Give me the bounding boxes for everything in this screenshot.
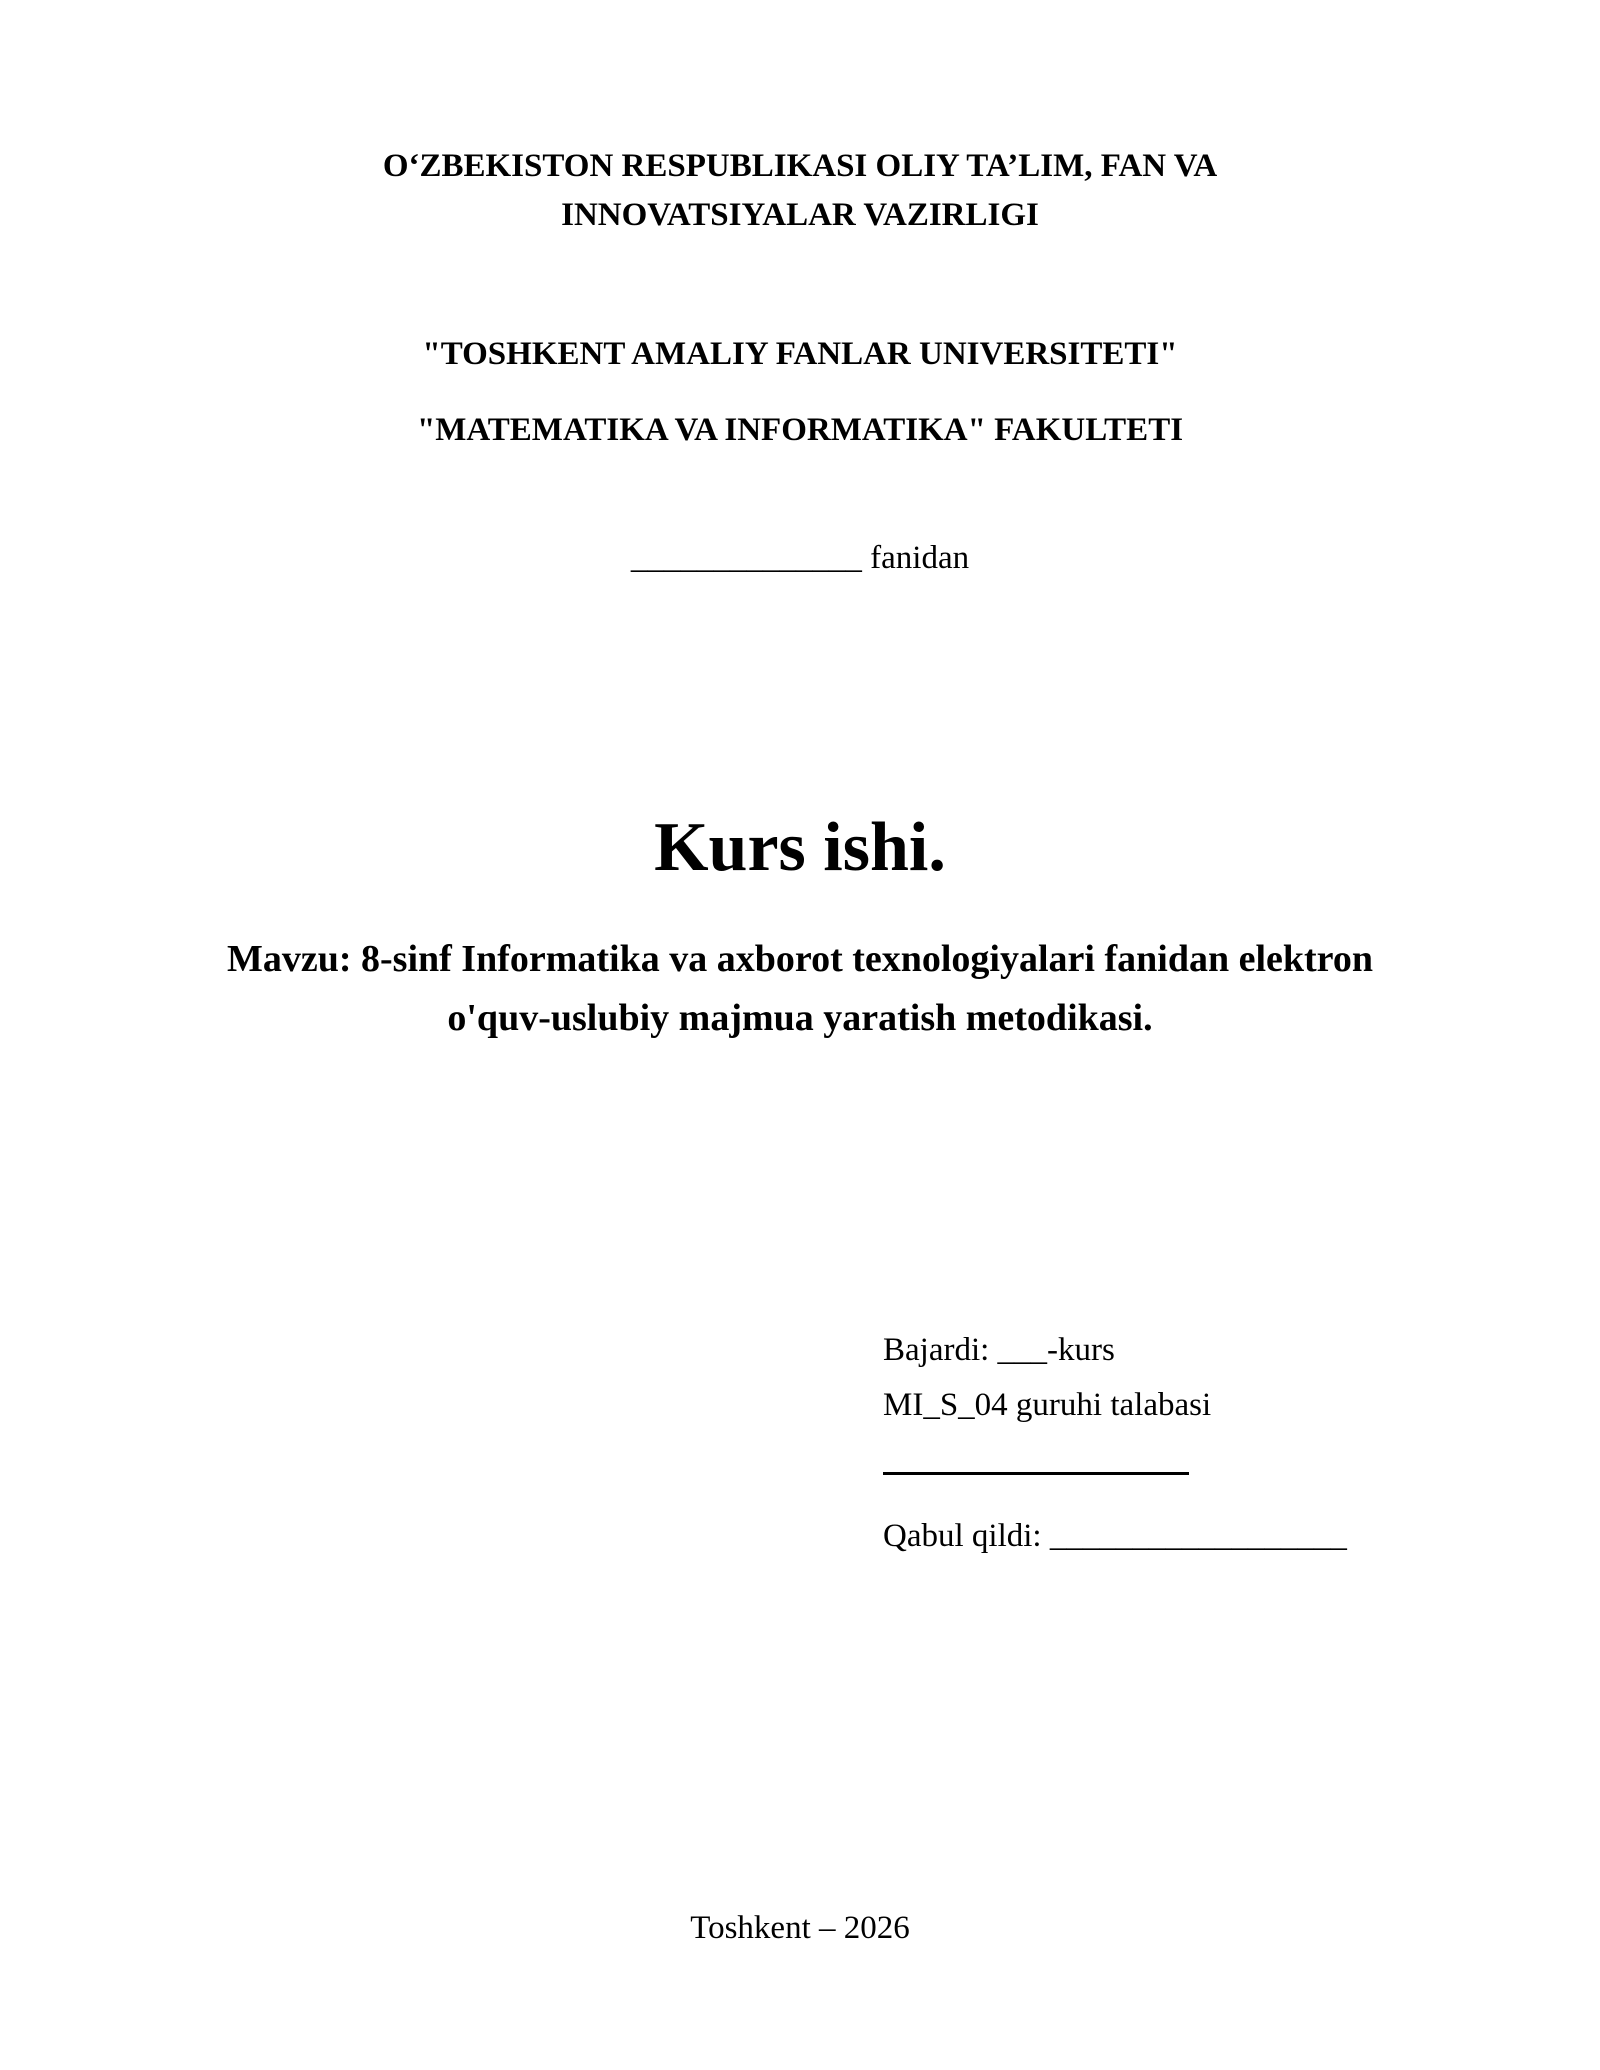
topic-line-2: o'quv-uslubiy majmua yaratish metodikasi. [447,997,1153,1039]
document-title: Kurs ishi. [654,809,946,886]
place-and-year: Toshkent – 2026 [690,1910,910,1946]
ministry-line-2: INNOVATSIYALAR VAZIRLIGI [561,197,1039,233]
university-name: "TOSHKENT AMALIY FANLAR UNIVERSITETI" [422,336,1178,372]
student-signature-line [883,1472,1189,1475]
performed-by: Bajardi: ___-kurs [883,1332,1115,1368]
student-group: MI_S_04 guruhi talabasi [883,1387,1212,1423]
ministry-line-1: O‘ZBEKISTON RESPUBLIKASI OLIY TA’LIM, FAN VA [382,148,1218,184]
faculty-name: "MATEMATIKA VA INFORMATIKA" FAKULTETI [416,412,1184,448]
subject-line: ______________ fanidan [630,540,970,576]
accepted-by: Qabul qildi: __________________ [883,1518,1347,1554]
topic-line-1: Mavzu: 8-sinf Informatika va axborot texnologiyalari fanidan elektron [227,938,1373,980]
